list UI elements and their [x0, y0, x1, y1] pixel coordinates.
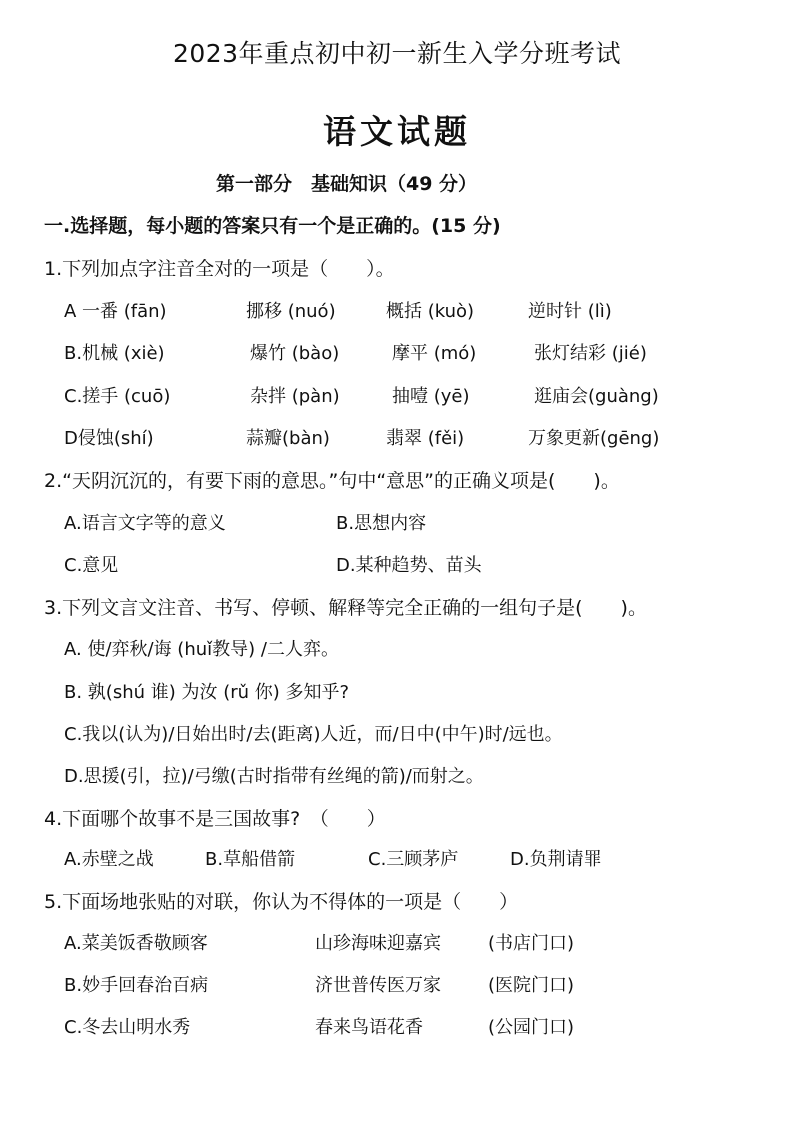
q5-stem: 5.下面场地张贴的对联，你认为不得体的一项是（ ）: [44, 891, 519, 913]
q2-option-b: B.思想内容: [336, 513, 427, 534]
q1-option-a3: 概括 (kuò): [386, 301, 475, 322]
q1-option-d4: 万象更新(gēng): [528, 428, 660, 449]
q2-option-d: D.某种趋势、苗头: [336, 555, 482, 576]
q3-option-a: A. 使/弈秋/诲 (huǐ教导) /二人弈。: [64, 639, 339, 660]
q4-option-d: D.负荆请罪: [510, 849, 602, 870]
q4-stem: 4.下面哪个故事不是三国故事? （ ）: [44, 808, 386, 830]
q3-option-d: D.思援(引，拉)/弓缴(古时指带有丝绳的箭)/而射之。: [64, 766, 484, 787]
q1-option-c2: 杂拌 (pàn): [250, 386, 340, 407]
q1-option-a1: A 一番 (fān): [64, 301, 167, 322]
exam-title: 2023年重点初中初一新生入学分班考试: [172, 39, 622, 68]
q1-option-a4: 逆时针 (lì): [528, 301, 612, 322]
q1-option-d1: D侵蚀(shí): [64, 428, 154, 449]
q5-option-b-place: (医院门口): [488, 975, 575, 996]
q1-option-b1: B.机械 (xiè): [64, 343, 165, 364]
q1-option-c1: C.搓手 (cuō): [64, 386, 171, 407]
q5-option-b-left: B.妙手回春治百病: [64, 975, 209, 996]
q5-option-c-place: (公园门口): [488, 1017, 575, 1038]
q3-option-b: B. 孰(shú 谁) 为汝 (rǔ 你) 多知乎?: [64, 682, 350, 703]
q1-option-c3: 抽噎 (yē): [392, 386, 470, 407]
q2-stem: 2.“天阴沉沉的，有要下雨的意思。”句中“意思”的正确义项是( )。: [44, 470, 620, 492]
q1-option-d3: 翡翠 (fěi): [386, 428, 465, 449]
section-heading: 一.选择题，每小题的答案只有一个是正确的。(15 分): [44, 215, 501, 237]
q3-stem: 3.下列文言文注音、书写、停顿、解释等完全正确的一组句子是( )。: [44, 597, 647, 619]
q1-option-a2: 挪移 (nuó): [246, 301, 336, 322]
q5-option-c-right: 春来鸟语花香: [315, 1017, 423, 1038]
q2-option-c: C.意见: [64, 555, 119, 576]
q1-option-d2: 蒜瓣(bàn): [246, 428, 330, 449]
q5-option-a-left: A.菜美饭香敬顾客: [64, 933, 208, 954]
q3-option-c: C.我以(认为)/日始出时/去(距离)人近，而/日中(中午)时/远也。: [64, 724, 563, 745]
q4-option-a: A.赤壁之战: [64, 849, 154, 870]
q5-option-c-left: C.冬去山明水秀: [64, 1017, 191, 1038]
subject-title: 语文试题: [323, 112, 471, 151]
q5-option-b-right: 济世普传医万家: [315, 975, 441, 996]
q4-option-b: B.草船借箭: [205, 849, 296, 870]
q1-stem: 1.下列加点字注音全对的一项是（ ）。: [44, 258, 395, 280]
q5-option-a-right: 山珍海味迎嘉宾: [315, 933, 441, 954]
part-heading: 第一部分 基础知识（49 分）: [216, 173, 478, 195]
q4-option-c: C.三顾茅庐: [368, 849, 459, 870]
q1-option-b4: 张灯结彩 (jié): [534, 343, 647, 364]
q1-option-b3: 摩平 (mó): [392, 343, 477, 364]
q1-option-b2: 爆竹 (bào): [250, 343, 340, 364]
q2-option-a: A.语言文字等的意义: [64, 513, 226, 534]
q5-option-a-place: (书店门口): [488, 933, 575, 954]
q1-option-c4: 逛庙会(guàng): [534, 386, 659, 407]
